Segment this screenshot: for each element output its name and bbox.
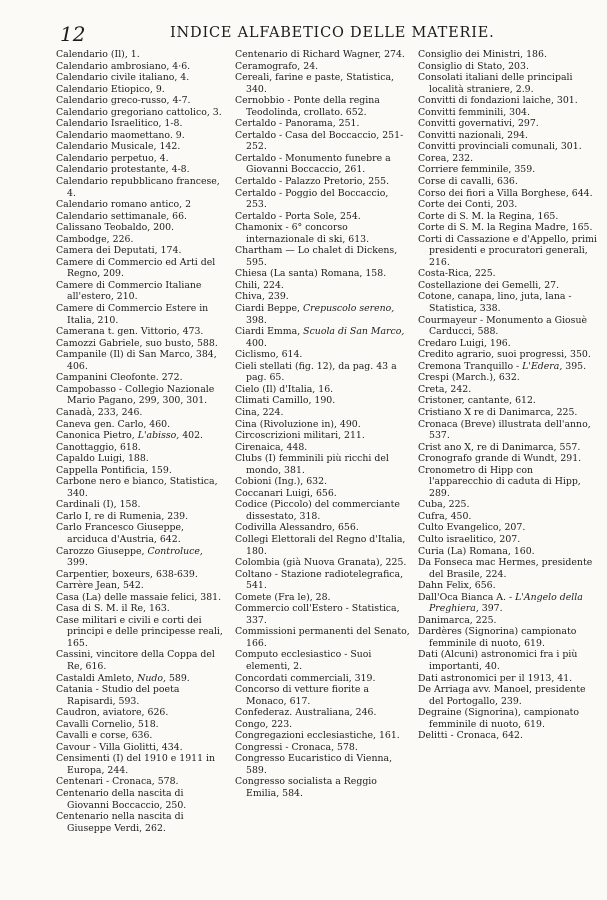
index-entry: Calendario greco-russo, 4-7. xyxy=(56,95,191,107)
index-entry: Camere di Commercio ed Arti del Regno, 209. xyxy=(56,256,216,280)
index-entry: Congresso Eucaristico di Vienna, 589. xyxy=(235,753,393,776)
index-entry: Corse di cavalli, 636. xyxy=(418,176,518,188)
index-entry: Concordati commerciali, 319. xyxy=(235,672,376,684)
index-entry: Calendario gregoriano cattolico, 3. xyxy=(56,106,222,118)
index-entry: Carozzo Giuseppe, Controluce, 399. xyxy=(56,545,203,569)
index-entry: Costellazione dei Gemelli, 27. xyxy=(418,279,560,291)
index-entry: Centenario nella nascita di Giuseppe Verdi, 262. xyxy=(56,811,184,834)
index-entry: Dati (Alcuni) astronomici fra i più importanti, 40. xyxy=(418,649,578,672)
index-entry: Ciardi Emma, Scuola di San Marco, 400. xyxy=(235,326,405,349)
index-entry: Camere di Commercio Estere in Italia, 210. xyxy=(56,303,209,326)
index-entry: Cristoner, cantante, 612. xyxy=(418,395,536,407)
index-entry: Calendario protestante, 4-8. xyxy=(56,164,190,176)
index-entry: Credaro Luigi, 196. xyxy=(418,337,511,349)
index-entry: Codice (Piccolo) del commerciante dissestato, 318. xyxy=(235,499,400,522)
index-entry: Calendario maomettano. 9. xyxy=(56,129,185,141)
index-entry: Congressi - Cronaca, 578. xyxy=(235,741,358,753)
index-entry: Calendario settimanale, 66. xyxy=(56,210,188,222)
index-entry: Certaldo - Casa del Boccaccio, 251-252. xyxy=(235,129,404,153)
index-entry: Casa di S. M. il Re, 163. xyxy=(56,603,170,615)
index-entry: Chiva, 239. xyxy=(235,291,289,303)
index-entry: De Arriaga avv. Manoel, presidente del Portogallo, 239. xyxy=(418,684,586,707)
index-entry: Cufra, 450. xyxy=(418,510,472,522)
index-entry: Ceramografo, 24. xyxy=(235,60,319,72)
index-entry: Cieli stellati (fig. 12), da pag. 43 a pag. 65. xyxy=(235,360,397,384)
index-entry: Climati Camillo, 190. xyxy=(235,395,336,407)
index-entry: Convitti nazionali, 294. xyxy=(418,129,528,141)
index-entry: Castaldi Amleto, Nudo, 589. xyxy=(56,672,190,684)
index-entry: Cereali, farine e paste, Statistica, 340. xyxy=(235,72,395,95)
index-entry: Courmayeur - Monumento a Giosuè Carducci, 588. xyxy=(418,314,588,338)
index-entry: Camere di Commercio Italiane all'estero, 210. xyxy=(56,279,202,303)
index-entry: Centenario della nascita di Giovanni Boccaccio, 250. xyxy=(56,788,187,811)
index-entry: Calendario Musicale, 142. xyxy=(56,141,181,153)
index-entry: Corte di S. M. la Regina, 165. xyxy=(418,210,559,222)
index-column-1 xyxy=(56,49,226,894)
index-entry: Ciclismo, 614. xyxy=(235,349,303,361)
index-entry: Casa (La) delle massaie felici, 381. xyxy=(56,591,222,603)
index-entry: Camerana t. gen. Vittorio, 473. xyxy=(56,326,204,338)
index-entry: Dardères (Signorina) campionato femminile di nuoto, 619. xyxy=(418,626,577,649)
index-entry: Chili, 224. xyxy=(235,279,284,291)
index-entry: Culto israelitico, 207. xyxy=(418,533,521,545)
index-entry: Congo, 223. xyxy=(235,718,293,730)
index-entry: Cotone, canapa, lino, juta, lana - Statistica, 338. xyxy=(418,291,572,315)
index-entry: Dahn Felix, 656. xyxy=(418,580,496,592)
index-entry: Chartham — Lo chalet di Dickens, 595. xyxy=(235,245,398,268)
index-entry: Cronografo grande di Wundt, 291. xyxy=(418,453,582,465)
index-entry: Chamonix - 6° concorso internazionale di ski, 613. xyxy=(235,222,370,245)
index-entry: Comete (Fra le), 28. xyxy=(235,591,331,603)
index-entry: Camozzi Gabriele, suo busto, 588. xyxy=(56,337,218,349)
index-entry: Carrère Jean, 542. xyxy=(56,580,144,592)
index-entry: Corti di Cassazione e d'Appello, primi presidenti e procuratori generali, 216. xyxy=(418,233,597,268)
index-entry: Da Fonseca mac Hermes, presidente del Brasile, 224. xyxy=(418,557,593,580)
index-entry: Coccanari Luigi, 656. xyxy=(235,487,337,499)
index-entry: Convitti provinciali comunali, 301. xyxy=(418,141,582,153)
index-entry: Certaldo - Palazzo Pretorio, 255. xyxy=(235,176,390,188)
index-entry: Centenario di Richard Wagner, 274. xyxy=(235,49,405,60)
index-entry: Consolati italiani delle principali località straniere, 2.9. xyxy=(418,72,573,95)
index-entry: Carlo Francesco Giuseppe, arciduca d'Austria, 642. xyxy=(56,522,184,545)
index-entry: Congregazioni ecclesiastiche, 161. xyxy=(235,730,400,742)
index-entry: Calendario repubblicano francese, 4. xyxy=(56,176,220,199)
index-entry: Certaldo - Porta Sole, 254. xyxy=(235,210,361,222)
index-entry: Danimarca, 225. xyxy=(418,614,497,626)
index-entry: Carpentier, boxeurs, 638-639. xyxy=(56,568,198,580)
index-entry: Chiesa (La santa) Romana, 158. xyxy=(235,268,387,280)
index-entry: Caneva gen. Carlo, 460. xyxy=(56,418,171,430)
index-entry: Degraine (Signorina), campionato femminile di nuoto, 619. xyxy=(418,707,580,730)
index-entry: Corso dei fiori a Villa Borghese, 644. xyxy=(418,187,593,199)
index-entry: Camera dei Deputati, 174. xyxy=(56,245,182,257)
index-entry: Commercio coll'Estero - Statistica, 337. xyxy=(235,603,400,626)
index-entry: Cremona Tranquillo - L'Edera, 395. xyxy=(418,360,587,372)
index-column-2 xyxy=(235,49,410,894)
index-entry: Campobasso - Collegio Nazionale Mario Pagano, 299, 300, 301. xyxy=(56,383,215,407)
index-entry: Corea, 232. xyxy=(418,152,474,164)
index-entry: Dati astronomici per il 1913, 41. xyxy=(418,672,573,684)
index-entry: Cappella Pontificia, 159. xyxy=(56,464,172,476)
index-entry: Convitti governativi, 297. xyxy=(418,118,539,130)
index-entry: Campanini Cleofonte. 272. xyxy=(56,372,183,384)
index-entry: Censimenti (I) del 1910 e 1911 in Europa, 244. xyxy=(56,753,216,776)
index-entry: Cronaca (Breve) illustrata dell'anno, 537. xyxy=(418,418,591,442)
index-entry: Dall'Oca Bianca A. - L'Angelo della Preghiera, 397. xyxy=(418,591,583,615)
page-header xyxy=(60,22,590,46)
index-entry: Convitti di fondazioni laiche, 301. xyxy=(418,95,578,107)
index-entry: Colombia (già Nuova Granata), 225. xyxy=(235,557,407,569)
index-entry: Calendario ambrosiano, 4·6. xyxy=(56,60,191,72)
index-entry: Certaldo - Poggio del Boccaccio, 253. xyxy=(235,187,389,211)
index-entry: Canonica Pietro, L'abisso, 402. xyxy=(56,430,204,442)
index-entry: Calissano Teobaldo, 200. xyxy=(56,222,175,234)
index-entry: Cina (Rivoluzione in), 490. xyxy=(235,418,361,430)
index-entry: Consiglio dei Ministri, 186. xyxy=(418,49,547,60)
index-entry: Carbone nero e bianco, Statistica, 340. xyxy=(56,476,218,499)
index-entry: Calendario civile italiano, 4. xyxy=(56,72,190,84)
index-entry: Calendario romano antico, 2 xyxy=(56,199,192,211)
index-entry: Creta, 242. xyxy=(418,383,472,395)
index-entry: Canadà, 233, 246. xyxy=(56,406,143,418)
index-entry: Codivilla Alessandro, 656. xyxy=(235,522,359,534)
index-entry: Caudron, aviatore, 626. xyxy=(56,707,169,719)
index-entry: Confederaz. Australiana, 246. xyxy=(235,707,377,719)
index-entry: Capaldo Luigi, 188. xyxy=(56,453,149,465)
index-entry: Catania - Studio del poeta Rapisardi, 593. xyxy=(56,684,180,707)
index-entry: Cronometro di Hipp con l'apparecchio di caduta di Hipp, 289. xyxy=(418,464,581,499)
index-entry: Culto Evangelico, 207. xyxy=(418,522,526,534)
page-title: INDICE ALFABETICO DELLE MATERIE. xyxy=(170,25,495,41)
index-entry: Clubs (I) femminili più ricchi del mondo, 381. xyxy=(235,453,389,476)
index-entry: Congresso socialista a Reggio Emilia, 584. xyxy=(235,776,377,799)
index-entry: Cardinali (I), 158. xyxy=(56,499,141,511)
index-entry: Corriere femminile, 359. xyxy=(418,164,536,176)
index-entry: Computo ecclesiastico - Suoi elementi, 2. xyxy=(235,649,372,672)
index-entry: Credito agrario, suoi progressi, 350. xyxy=(418,349,591,361)
index-entry: Centenari - Cronaca, 578. xyxy=(56,776,179,788)
index-entry: Cavalli Cornelio, 518. xyxy=(56,718,159,730)
index-entry: Calendario Israelitico, 1-8. xyxy=(56,118,183,130)
index-entry: Certaldo - Monumento funebre a Giovanni Boccaccio, 261. xyxy=(235,152,391,176)
index-entry: Certaldo - Panorama, 251. xyxy=(235,118,360,130)
index-entry: Curia (La) Romana, 160. xyxy=(418,545,535,557)
index-entry: Calendario Etiopico, 9. xyxy=(56,83,165,95)
index-entry: Calendario (Il), 1. xyxy=(56,49,140,60)
index-entry: Coltano - Stazione radiotelegrafica, 541. xyxy=(235,568,404,592)
index-column-3 xyxy=(418,49,598,894)
index-entry: Commissioni permanenti del Senato, 166. xyxy=(235,626,410,649)
index-entry: Calendario perpetuo, 4. xyxy=(56,152,169,164)
index-entry: Cristiano X re di Danimarca, 225. xyxy=(418,406,578,418)
index-entry: Cambodge, 226. xyxy=(56,233,134,245)
index-entry: Costa-Rica, 225. xyxy=(418,268,496,280)
index-entry: Cirenaica, 448. xyxy=(235,441,308,453)
index-entry: Case militari e civili e corti dei principi e delle principesse reali, 165. xyxy=(56,614,223,649)
index-entry: Cuba, 225. xyxy=(418,499,470,511)
index-entry: Carlo I, re di Rumenia, 239. xyxy=(56,510,189,522)
index-entry: Convitti femminili, 304. xyxy=(418,106,530,118)
page-number: 12 xyxy=(60,22,86,46)
index-entry: Cavour - Villa Giolitti, 434. xyxy=(56,741,183,753)
index-entry: Concorso di vetture fiorite a Monaco, 617. xyxy=(235,684,369,707)
index-entry: Consiglio di Stato, 203. xyxy=(418,60,529,72)
index-entry: Corte dei Conti, 203. xyxy=(418,199,518,211)
index-entry: Cobioni (Ing.), 632. xyxy=(235,476,328,488)
index-entry: Cina, 224. xyxy=(235,406,284,418)
index-entry: Cassini, vincitore della Coppa del Re, 616. xyxy=(56,649,215,672)
index-entry: Circoscrizioni militari, 211. xyxy=(235,430,365,442)
index-entry: Cavalli e corse, 636. xyxy=(56,730,153,742)
index-entry: Campanile (Il) di San Marco, 384, 406. xyxy=(56,349,217,372)
index-entry: Crist ano X, re di Danimarca, 557. xyxy=(418,441,581,453)
index-entry: Collegi Elettorali del Regno d'Italia, 180. xyxy=(235,533,406,557)
index-entry: Ciardi Beppe, Crepuscolo sereno, 398. xyxy=(235,303,395,326)
index-entry: Cernobbio - Ponte della regina Teodolinda, crollato. 652. xyxy=(235,95,380,118)
index-entry: Corte di S. M. la Regina Madre, 165. xyxy=(418,222,593,234)
index-entry: Canottaggio, 618. xyxy=(56,441,141,453)
index-entry: Cielo (Il) d'Italia, 16. xyxy=(235,383,334,395)
index-entry: Delitti - Cronaca, 642. xyxy=(418,730,523,742)
index-entry: Crespi (March.), 632. xyxy=(418,372,520,384)
